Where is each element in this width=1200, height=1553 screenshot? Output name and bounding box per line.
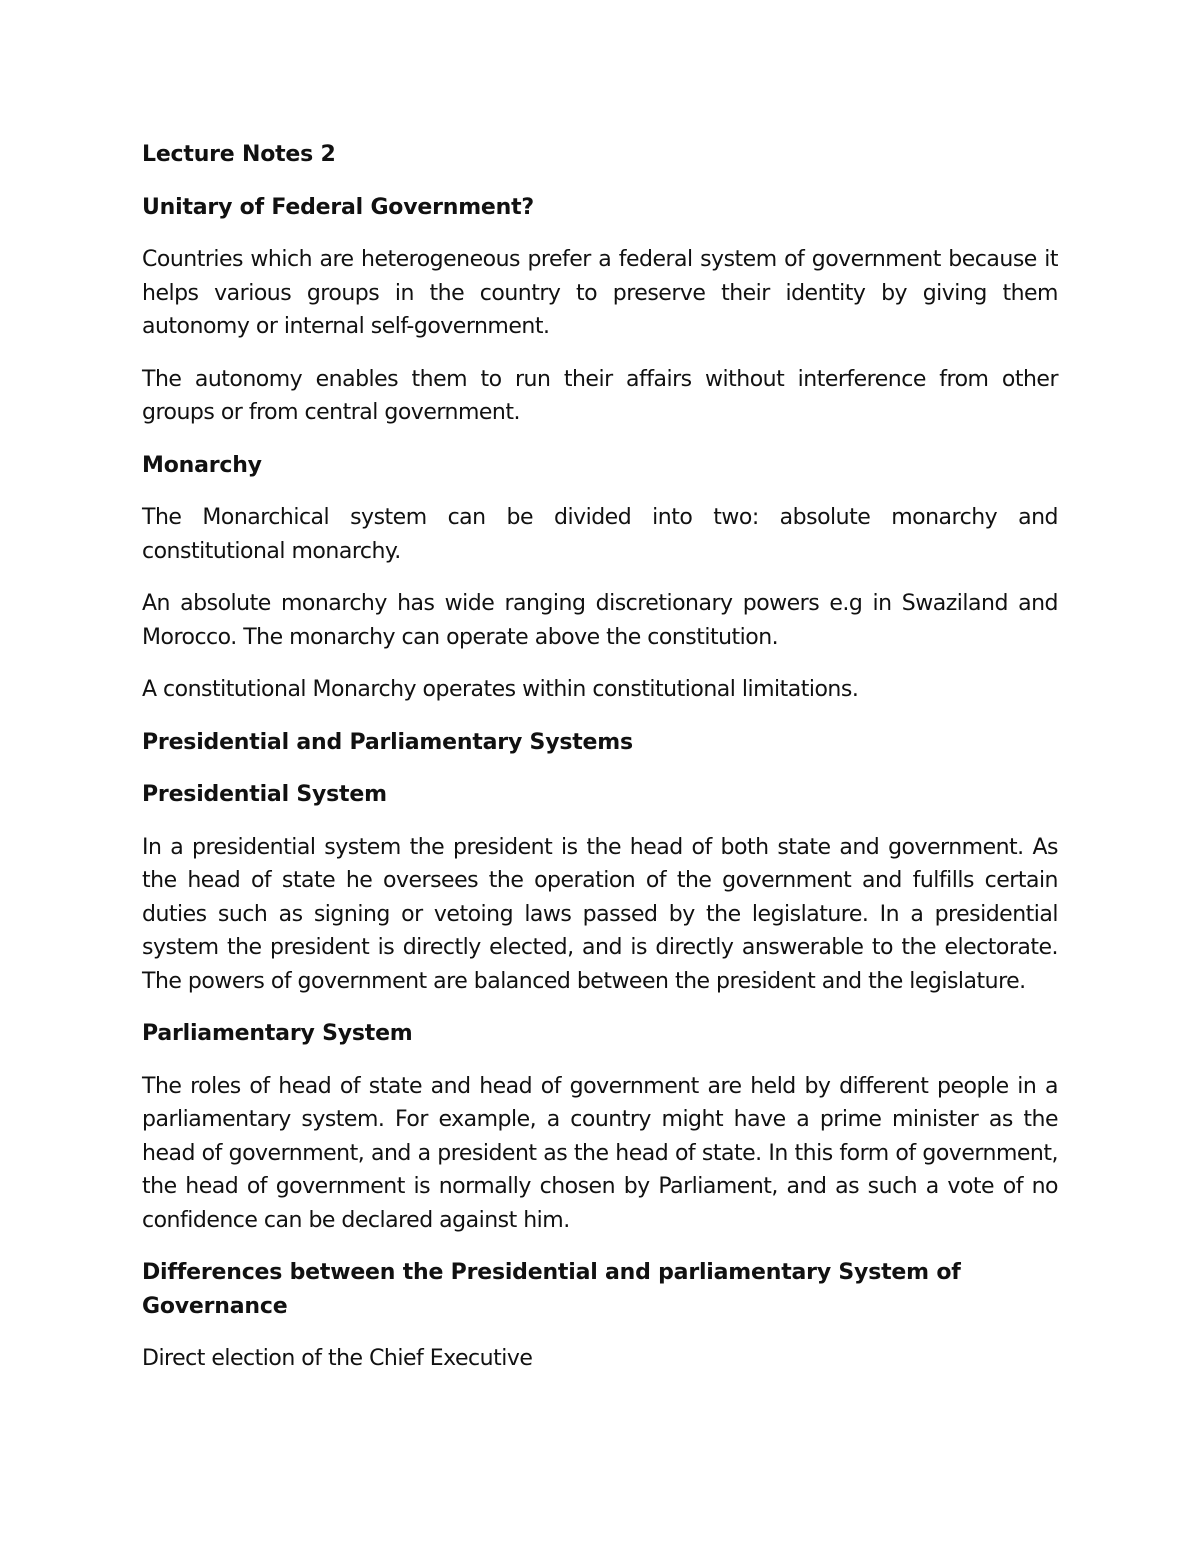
section-heading-parliamentary-system: Parliamentary System <box>142 1021 413 1046</box>
paragraph-monarchical-system: The Monarchical system can be divided into two: absolute monarchy and constitutional monarchy. <box>142 505 1058 564</box>
paragraph-parliamentary-system: The roles of head of state and head of government are held by different people in a parliamentary system. For example, a country might have a prime minister as the head of government, and a president as the head of state. In this form of government, the head of government is normally chosen by Parliament, and as such a vote of no confidence can be declared against him. <box>142 1073 1058 1233</box>
paragraph-absolute-monarchy: An absolute monarchy has wide ranging discretionary powers e.g in Swaziland and Morocco. The monarchy can operate above the constitution. <box>142 591 1058 650</box>
section-heading-differences: Differences between the Presidential and parliamentary System of Governance <box>142 1260 961 1319</box>
section-heading-monarchy: Monarchy <box>142 452 262 478</box>
document-page <box>142 138 1058 1395</box>
section-heading-presidential-system: Presidential System <box>142 782 387 807</box>
paragraph-autonomy: The autonomy enables them to run their affairs without interference from other groups or from central government. <box>142 366 1058 425</box>
paragraph-presidential-system: In a presidential system the president is the head of both state and government. As the head of state he oversees the operation of the government and fulfills certain duties such as signing or vetoing laws passed by the legislature. In a presidential system the president is directly elected, and is directly answerable to the electorate. The powers of government are balanced between the president and the legislature. <box>142 834 1058 994</box>
document-title: Lecture Notes 2 <box>142 142 336 167</box>
paragraph-federal-system: Countries which are heterogeneous prefer a federal system of government because it helps various groups in the country to preserve their identity by giving them autonomy or internal self-government. <box>142 247 1058 339</box>
section-heading-unitary-federal: Unitary of Federal Government? <box>142 194 534 220</box>
paragraph-constitutional-monarchy: A constitutional Monarchy operates within constitutional limitations. <box>142 677 859 702</box>
section-heading-presidential-parliamentary: Presidential and Parliamentary Systems <box>142 729 633 755</box>
paragraph-direct-election: Direct election of the Chief Executive <box>142 1346 533 1371</box>
